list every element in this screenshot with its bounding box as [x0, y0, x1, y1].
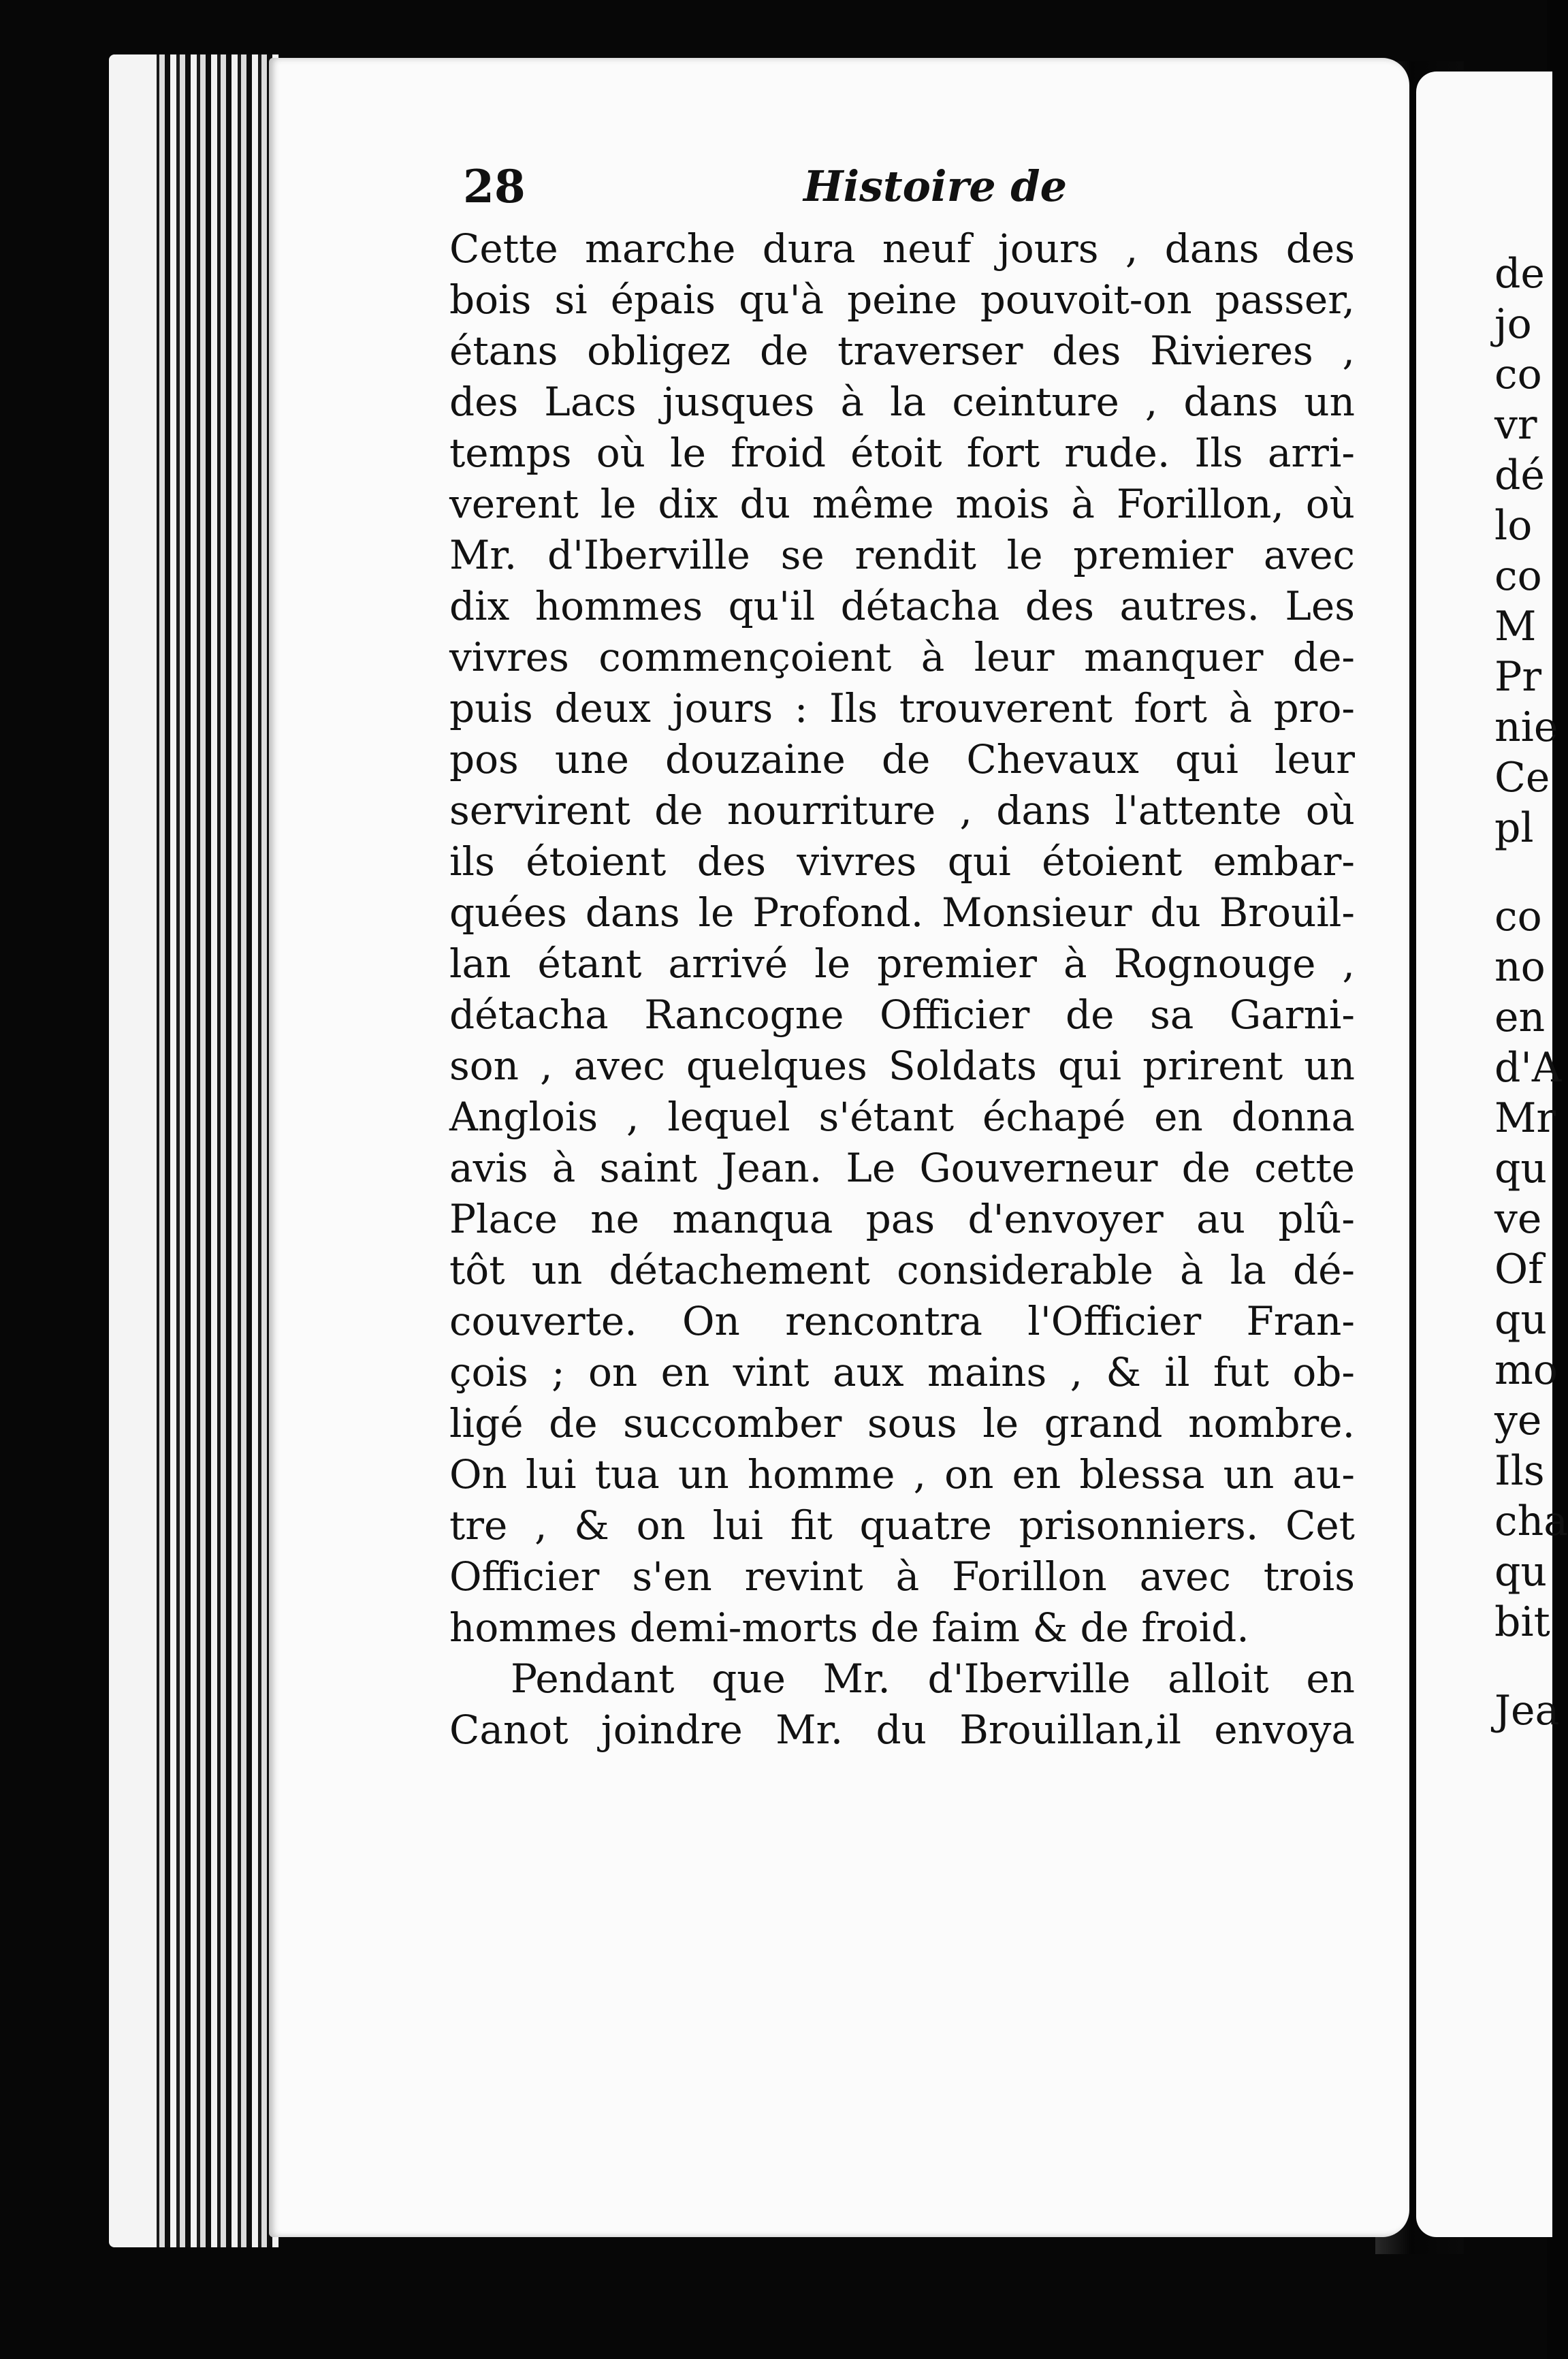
text-line: ligé de succomber sous le grand nombre. [449, 1400, 1355, 1446]
text-line: ils étoient des vivres qui étoient embar- [449, 838, 1355, 885]
facing-fragment: Pr [1494, 653, 1542, 701]
facing-fragment: Jea [1494, 1687, 1560, 1735]
facing-fragment: lo [1494, 502, 1533, 550]
facing-fragment: no [1494, 943, 1546, 991]
text-line: Anglois , lequel s'étant échapé en donna [449, 1094, 1355, 1140]
facing-fragment: nie [1494, 703, 1558, 751]
facing-fragment: Mr [1494, 1094, 1556, 1142]
left-page-edge [109, 54, 157, 2247]
facing-fragment: co [1494, 351, 1542, 398]
text-line: pos une douzaine de Chevaux qui leur [449, 736, 1355, 782]
facing-fragment: en [1494, 994, 1546, 1041]
facing-fragment: ve [1494, 1195, 1542, 1243]
facing-fragment: M [1494, 603, 1537, 650]
text-line: verent le dix du même mois à Forillon, où [449, 481, 1355, 527]
running-title: Histoire de [803, 161, 1068, 211]
facing-fragment: qu [1494, 1548, 1548, 1596]
page-number: 28 [463, 160, 526, 213]
facing-fragment: d'A [1494, 1044, 1562, 1092]
text-line: Canot joindre Mr. du Brouillan,il envoya [449, 1707, 1355, 1753]
facing-fragment: bit [1494, 1598, 1550, 1646]
facing-fragment: mo [1494, 1346, 1558, 1394]
text-line: détacha Rancogne Officier de sa Garni- [449, 992, 1355, 1038]
text-line: son , avec quelques Soldats qui prirent un [449, 1043, 1355, 1089]
text-line: puis deux jours : Ils trouverent fort à pro- [449, 685, 1355, 731]
facing-fragment: jo [1494, 300, 1532, 348]
facing-fragment: Of [1494, 1246, 1543, 1293]
text-line: des Lacs jusques à la ceinture , dans un [449, 379, 1355, 425]
text-line: temps où le froid étoit fort rude. Ils arri- [449, 430, 1355, 476]
text-line: étans obligez de traverser des Rivieres , [449, 328, 1355, 374]
facing-fragment: ye [1494, 1397, 1542, 1444]
text-line: tôt un détachement considerable à la dé- [449, 1247, 1355, 1293]
facing-fragment: co [1494, 552, 1542, 600]
text-line: Officier s'en revint à Forillon avec trois [449, 1553, 1355, 1600]
text-line: Mr. d'Iberville se rendit le premier avec [449, 532, 1355, 578]
text-line: Pendant que Mr. d'Iberville alloit en [511, 1656, 1355, 1702]
text-line: couverte. On rencontra l'Officier Fran- [449, 1298, 1355, 1344]
text-line: hommes demi-morts de faim & de froid. [449, 1604, 1249, 1651]
text-line: Cette marche dura neuf jours , dans des [449, 225, 1355, 272]
page-header [463, 160, 1348, 228]
text-line: bois si épais qu'à peine pouvoit-on passer, [449, 276, 1355, 323]
facing-fragment: de [1494, 250, 1545, 298]
text-line: çois ; on en vint aux mains , & il fut ob- [449, 1349, 1355, 1395]
text-line: tre , & on lui fit quatre prisonniers. Cet [449, 1502, 1355, 1549]
facing-fragment: co [1494, 893, 1542, 940]
text-line: dix hommes qu'il détacha des autres. Les [449, 583, 1355, 629]
text-line: lan étant arrivé le premier à Rognouge , [449, 940, 1355, 987]
facing-fragment: Ce [1494, 754, 1550, 802]
facing-fragment: cha [1494, 1498, 1568, 1545]
facing-fragment: qu [1494, 1145, 1548, 1192]
text-line: vivres commençoient à leur manquer de- [449, 634, 1355, 680]
body-text [449, 223, 1355, 1756]
facing-fragment: qu [1494, 1296, 1548, 1344]
text-line: Place ne manqua pas d'envoyer au plû- [449, 1196, 1355, 1242]
facing-page-text [1494, 249, 1568, 1736]
text-line: servirent de nourriture , dans l'attente où [449, 787, 1355, 834]
facing-fragment: dé [1494, 452, 1545, 499]
facing-fragment: Ils [1494, 1447, 1545, 1495]
text-line: On lui tua un homme , on en blessa un au- [449, 1451, 1355, 1498]
text-line: avis à saint Jean. Le Gouverneur de cette [449, 1145, 1355, 1191]
text-line: quées dans le Profond. Monsieur du Brouil- [449, 889, 1355, 936]
facing-fragment: pl [1494, 804, 1534, 852]
facing-fragment: vr [1494, 401, 1537, 449]
